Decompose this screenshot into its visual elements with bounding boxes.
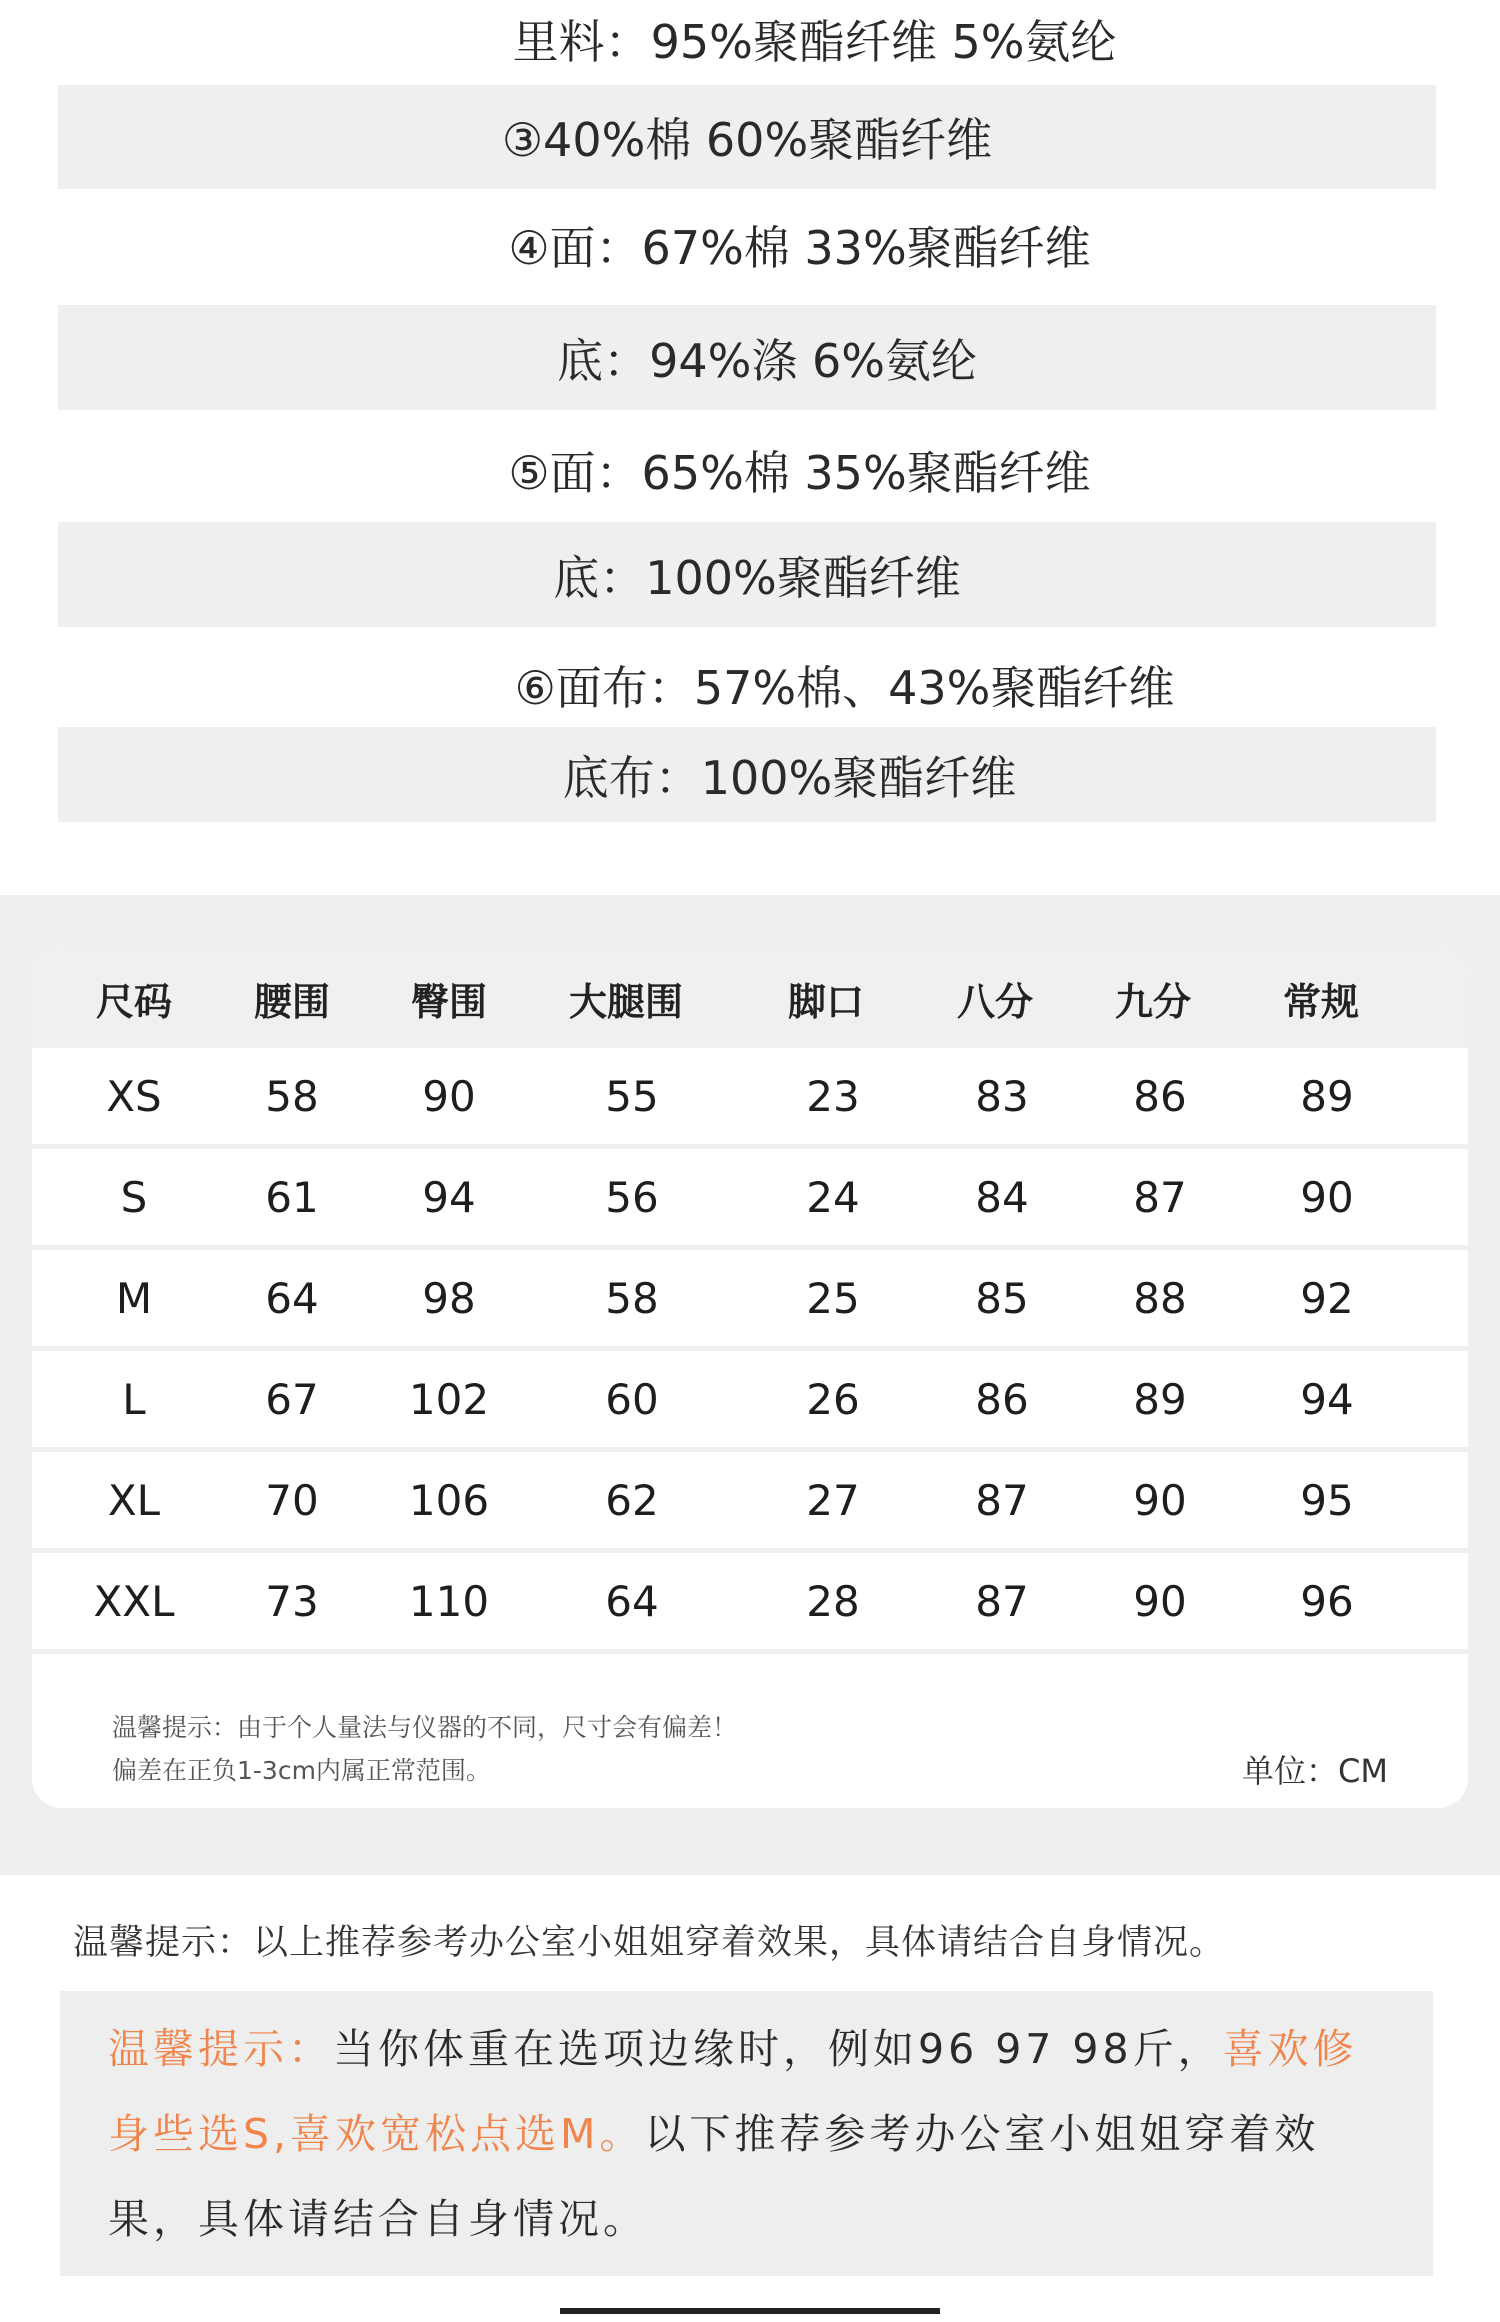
- size-chart-header: [32, 948, 1468, 1048]
- unit-label: 单位：CM: [1242, 1752, 1388, 1790]
- value-cell: 94: [422, 1172, 476, 1222]
- value-cell: 90: [1133, 1576, 1187, 1626]
- value-cell: 92: [1300, 1273, 1354, 1323]
- size-chart-section: [0, 895, 1500, 1875]
- size-cell: M: [115, 1273, 153, 1323]
- value-cell: 60: [605, 1374, 659, 1424]
- measurement-note-line2: 偏差在正负1-3cm内属正常范围。: [112, 1756, 491, 1785]
- fabric-text: 底：94%涤 6%氨纶: [557, 333, 977, 388]
- size-cell: XS: [106, 1071, 162, 1121]
- size-cell: L: [122, 1374, 146, 1424]
- header-eighth: 八分: [956, 979, 1034, 1024]
- tip-line-3: [108, 2186, 648, 2245]
- table-row: [32, 1351, 1468, 1452]
- weight-tip-box: [60, 1991, 1433, 2276]
- value-cell: 27: [806, 1475, 860, 1525]
- value-cell: 106: [408, 1475, 490, 1525]
- fabric-row-6-base: [58, 727, 1436, 822]
- value-cell: 64: [265, 1273, 319, 1323]
- value-cell: 61: [265, 1172, 319, 1222]
- measurement-note-line1: 温馨提示：由于个人量法与仪器的不同，尺寸会有偏差！: [112, 1713, 738, 1742]
- tip-text: 当你体重在选项边缘时，例如96 97 98斤，: [333, 2025, 1223, 2073]
- tip-accent: 身些选S,喜欢宽松点选M。: [108, 2110, 645, 2158]
- size-cell: XL: [107, 1475, 161, 1525]
- value-cell: 86: [1133, 1071, 1187, 1121]
- size-chart-card: [32, 948, 1468, 1808]
- header-hip: 臀围: [410, 979, 488, 1024]
- value-cell: 28: [806, 1576, 860, 1626]
- value-cell: 87: [975, 1475, 1029, 1525]
- fabric-text: 里料：95%聚酯纤维 5%氨纶: [512, 15, 1117, 69]
- header-ninth: 九分: [1114, 979, 1192, 1024]
- value-cell: 58: [265, 1071, 319, 1121]
- fabric-text: ④面：67%棉 33%聚酯纤维: [508, 221, 1091, 275]
- table-row: [32, 1048, 1468, 1149]
- recommendation-tip: 温馨提示：以上推荐参考办公室小姐姐穿着效果，具体请结合自身情况。: [73, 1923, 1226, 1963]
- value-cell: 86: [975, 1374, 1029, 1424]
- tip-text: 果，具体请结合自身情况。: [108, 2195, 648, 2243]
- fabric-row-3: [58, 85, 1436, 189]
- fabric-row-4-base: [58, 305, 1436, 410]
- fabric-text: ⑤面：65%棉 35%聚酯纤维: [508, 446, 1091, 500]
- value-cell: 90: [1133, 1475, 1187, 1525]
- value-cell: 73: [265, 1576, 319, 1626]
- cropped-heading-fragment: [560, 2300, 940, 2322]
- value-cell: 102: [408, 1374, 490, 1424]
- tip-line-1: [108, 2016, 1358, 2075]
- fabric-row-6-face: [58, 640, 1436, 730]
- header-thigh: 大腿围: [568, 979, 684, 1024]
- value-cell: 94: [1300, 1374, 1354, 1424]
- value-cell: 84: [975, 1172, 1029, 1222]
- table-row: [32, 1553, 1468, 1654]
- value-cell: 67: [265, 1374, 319, 1424]
- value-cell: 25: [806, 1273, 860, 1323]
- fabric-text: ③40%棉 60%聚酯纤维: [501, 113, 993, 167]
- fabric-row-lining: [58, 0, 1436, 78]
- value-cell: 55: [605, 1071, 659, 1121]
- table-row: [32, 1452, 1468, 1553]
- size-cell: XXL: [93, 1576, 175, 1626]
- value-cell: 110: [408, 1576, 490, 1626]
- value-cell: 70: [265, 1475, 319, 1525]
- header-size: 尺码: [95, 979, 173, 1024]
- fabric-row-5-face: [58, 420, 1436, 520]
- fabric-text: 底布：100%聚酯纤维: [562, 750, 1017, 805]
- value-cell: 85: [975, 1273, 1029, 1323]
- value-cell: 90: [422, 1071, 476, 1121]
- value-cell: 95: [1300, 1475, 1354, 1525]
- tip-text: 以下推荐参考办公室小姐姐穿着效: [644, 2110, 1320, 2158]
- tip-accent: 喜欢修: [1222, 2025, 1358, 2073]
- header-regular: 常规: [1282, 979, 1360, 1024]
- table-row: [32, 1250, 1468, 1351]
- value-cell: 24: [806, 1172, 860, 1222]
- tip-line-2: [108, 2101, 1319, 2160]
- value-cell: 56: [605, 1172, 659, 1222]
- value-cell: 26: [806, 1374, 860, 1424]
- table-row: [32, 1149, 1468, 1250]
- value-cell: 87: [1133, 1172, 1187, 1222]
- size-cell: S: [120, 1172, 148, 1222]
- value-cell: 89: [1133, 1374, 1187, 1424]
- value-cell: 96: [1300, 1576, 1354, 1626]
- value-cell: 88: [1133, 1273, 1187, 1323]
- header-hem: 脚口: [787, 979, 865, 1024]
- fabric-row-4-face: [58, 195, 1436, 295]
- value-cell: 62: [605, 1475, 659, 1525]
- tip-prefix: 温馨提示：: [108, 2025, 333, 2073]
- value-cell: 90: [1300, 1172, 1354, 1222]
- value-cell: 87: [975, 1576, 1029, 1626]
- value-cell: 58: [605, 1273, 659, 1323]
- value-cell: 64: [605, 1576, 659, 1626]
- header-waist: 腰围: [253, 979, 331, 1024]
- value-cell: 23: [806, 1071, 860, 1121]
- fabric-text: 底：100%聚酯纤维: [553, 550, 961, 605]
- value-cell: 89: [1300, 1071, 1354, 1121]
- fabric-text: ⑥面布：57%棉、43%聚酯纤维: [514, 661, 1175, 715]
- value-cell: 83: [975, 1071, 1029, 1121]
- value-cell: 98: [422, 1273, 476, 1323]
- fabric-row-5-base: [58, 522, 1436, 627]
